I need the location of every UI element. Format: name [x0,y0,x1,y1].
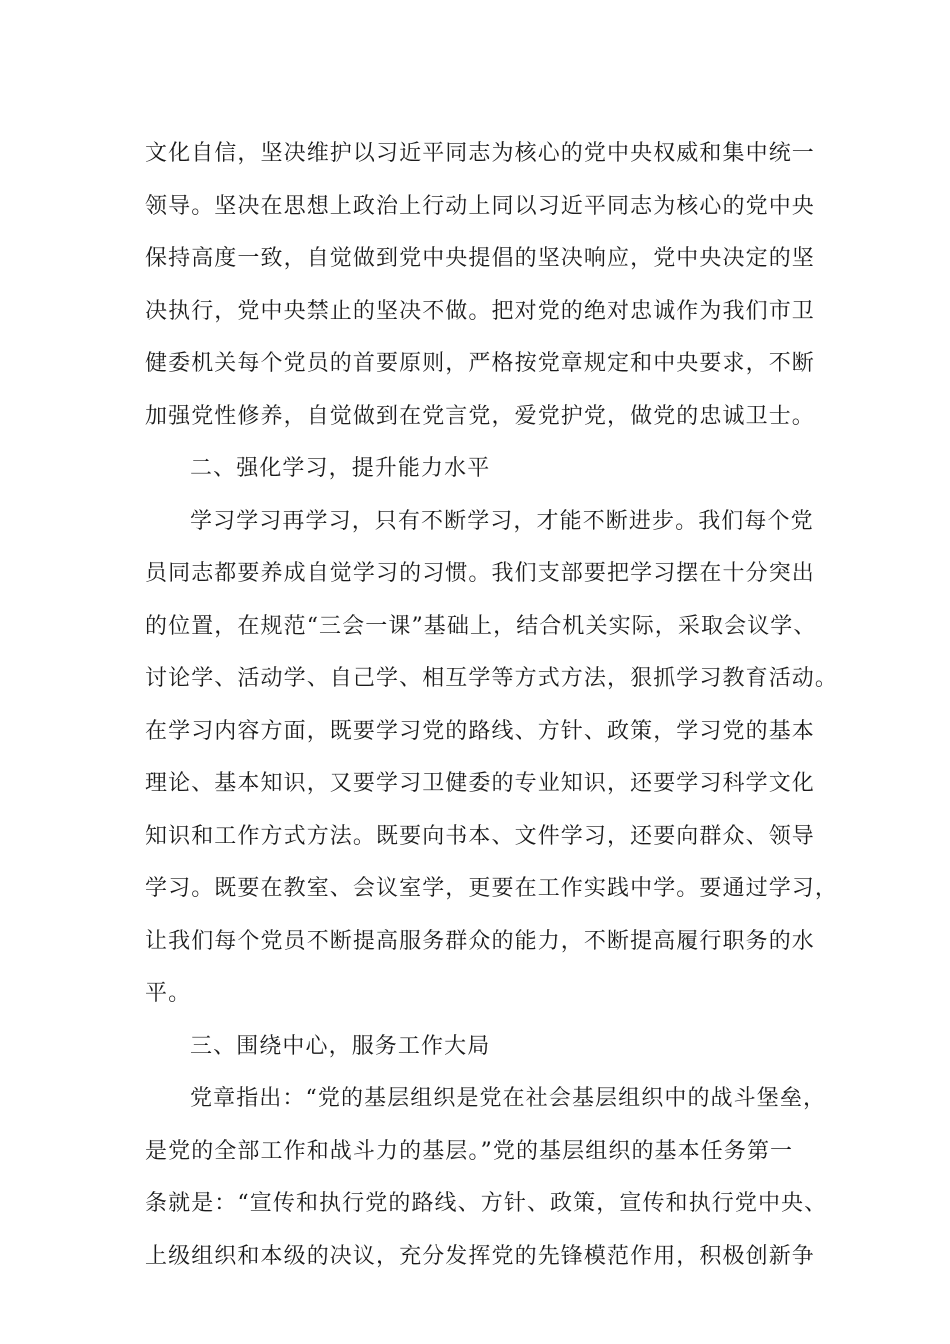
body-line: 条就是：“宣传和执行党的路线、方针、政策，宣传和执行党中央、 [145,1191,828,1216]
body-line: 的位置，在规范“三会一课”基础上，结合机关实际，采取会议学、 [145,613,817,639]
body-line: 领导。坚决在思想上政治上行动上同以习近平同志为核心的党中央 [145,193,815,219]
body-line: 让我们每个党员不断提高服务群众的能力，不断提高履行职务的水 [145,928,815,954]
body-line: 员同志都要养成自觉学习的习惯。我们支部要把学习摆在十分突出 [145,561,815,586]
document-body [145,128,839,1283]
body-line: 学习。既要在教室、会议室学，更要在工作实践中学。要通过学习， [145,876,839,901]
section-heading: 三、围绕中心，服务工作大局 [190,1033,491,1059]
body-line: 在学习内容方面，既要学习党的路线、方针、政策，学习党的基本 [145,718,815,744]
body-line: 上级组织和本级的决议，充分发挥党的先锋模范作用，积极创新争 [145,1243,815,1269]
body-line: 平。 [145,981,192,1006]
body-line: 健委机关每个党员的首要原则，严格按党章规定和中央要求，不断 [145,351,815,376]
paragraph-first-line: 学习学习再学习，只有不断学习，才能不断进步。我们每个党 [190,508,814,534]
body-line: 知识和工作方式方法。既要向书本、文件学习，还要向群众、领导 [145,823,815,849]
section-heading: 二、强化学习，提升能力水平 [190,456,491,481]
paragraph-first-line: 党章指出：“党的基层组织是党在社会基层组织中的战斗堡垒， [190,1086,827,1111]
body-line: 理论、基本知识，又要学习卫健委的专业知识，还要学习科学文化 [145,771,815,796]
body-line: 讨论学、活动学、自己学、相互学等方式方法，狠抓学习教育活动。 [145,666,839,691]
body-line: 保持高度一致，自觉做到党中央提倡的坚决响应，党中央决定的坚 [145,246,815,271]
body-line: 文化自信，坚决维护以习近平同志为核心的党中央权威和集中统一 [145,141,815,166]
body-line: 是党的全部工作和战斗力的基层。”党的基层组织的基本任务第一 [145,1138,794,1164]
body-line: 决执行，党中央禁止的坚决不做。把对党的绝对忠诚作为我们市卫 [145,298,815,324]
body-line: 加强党性修养，自觉做到在党言党，爱党护党，做党的忠诚卫士。 [145,403,815,429]
